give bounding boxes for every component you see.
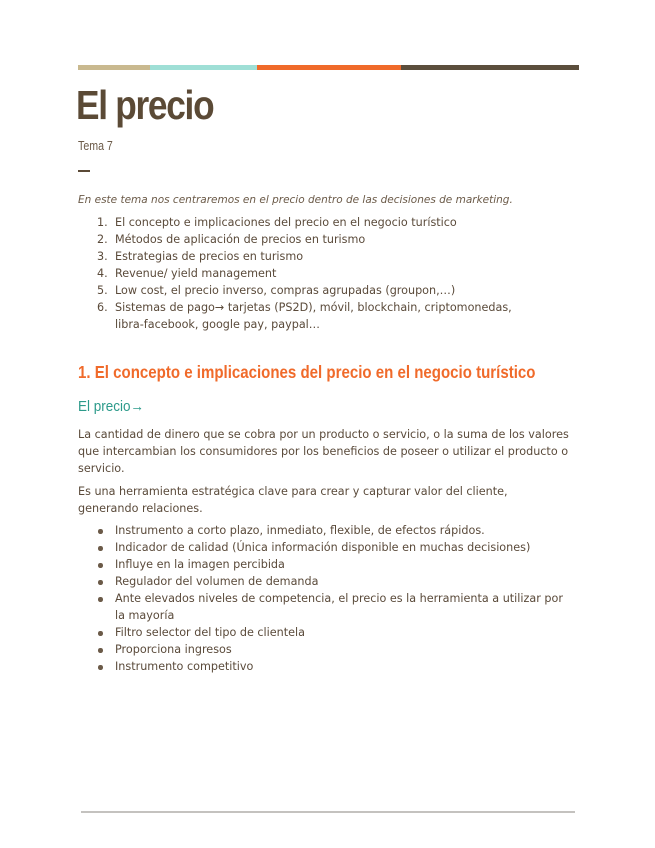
list-item-number: 6. [97, 301, 108, 314]
section-heading: 1. El concepto e implicaciones del precio en el negocio turístico [78, 362, 536, 382]
bullet-text: Ante elevados niveles de competencia, el precio es la herramienta a utilizar por la mayoría [115, 592, 563, 622]
list-item [78, 214, 518, 231]
decorative-color-bar [78, 65, 579, 70]
intro-text: En este tema nos centraremos en el precio dentro de las decisiones de marketing. [78, 194, 513, 206]
bullet-text: Influye en la imagen percibida [115, 558, 285, 571]
list-item [78, 231, 518, 248]
list-item-number: 2. [97, 233, 108, 246]
list-item [78, 248, 518, 265]
list-item-text: El concepto e implicaciones del precio en el negocio turístico [115, 216, 457, 229]
list-item-number: 3. [97, 250, 108, 263]
bullet-icon [78, 658, 115, 675]
bullet-icon [78, 624, 115, 641]
bullet-icon [78, 641, 115, 658]
bullet-text: Proporciona ingresos [115, 643, 232, 656]
list-item-text: Sistemas de pago→ tarjetas (PS2D), móvil, blockchain, criptomonedas, libra-facebook, google pay, paypal… [115, 301, 512, 331]
features-list [78, 522, 570, 675]
bullet-icon [78, 556, 115, 573]
page-subtitle: Tema 7 [78, 139, 113, 153]
list-item [78, 265, 518, 282]
list-item-number: 5. [97, 284, 108, 297]
title-divider [78, 170, 90, 172]
strategy-paragraph: Es una herramienta estratégica clave para crear y capturar valor del cliente, generando relaciones. [78, 485, 508, 515]
bullet-text: Regulador del volumen de demanda [115, 575, 319, 588]
bullet-text: Indicador de calidad (Única información disponible en muchas decisiones) [115, 541, 531, 554]
list-item-text: Low cost, el precio inverso, compras agrupadas (groupon,…) [115, 284, 456, 297]
bullet-text: Instrumento competitivo [115, 660, 254, 673]
bullet-icon [78, 573, 115, 590]
bullet-icon [78, 522, 115, 539]
color-bar-orange [257, 65, 401, 70]
section-subheading: El precio→ [78, 398, 145, 415]
topics-list [78, 214, 518, 333]
color-bar-aqua [150, 65, 257, 70]
definition-paragraph: La cantidad de dinero que se cobra por un producto o servicio, o la suma de los valores que intercambian los consumidores por los beneficios de poseer o utilizar el producto o servicio. [78, 428, 569, 475]
bullet-item [78, 522, 570, 539]
bullet-text: Instrumento a corto plazo, inmediato, flexible, de efectos rápidos. [115, 524, 485, 537]
list-item [78, 282, 518, 299]
bullet-item [78, 556, 570, 573]
bullet-item [78, 641, 570, 658]
bullet-icon [78, 539, 115, 556]
bullet-item [78, 624, 570, 641]
bullet-item [78, 573, 570, 590]
bullet-item [78, 658, 570, 675]
bullet-icon [78, 590, 115, 624]
bullet-text: Filtro selector del tipo de clientela [115, 626, 305, 639]
list-item-text: Revenue/ yield management [115, 267, 277, 280]
list-item-text: Estrategias de precios en turismo [115, 250, 304, 263]
page-title: El precio [76, 82, 214, 128]
list-item-text: Métodos de aplicación de precios en turismo [115, 233, 366, 246]
list-item [78, 299, 518, 333]
bullet-item [78, 539, 570, 556]
list-item-number: 1. [97, 216, 108, 229]
bullet-item [78, 590, 570, 624]
list-item-number: 4. [97, 267, 108, 280]
color-bar-brown [401, 65, 579, 70]
color-bar-tan [78, 65, 150, 70]
footer-divider [81, 811, 575, 813]
